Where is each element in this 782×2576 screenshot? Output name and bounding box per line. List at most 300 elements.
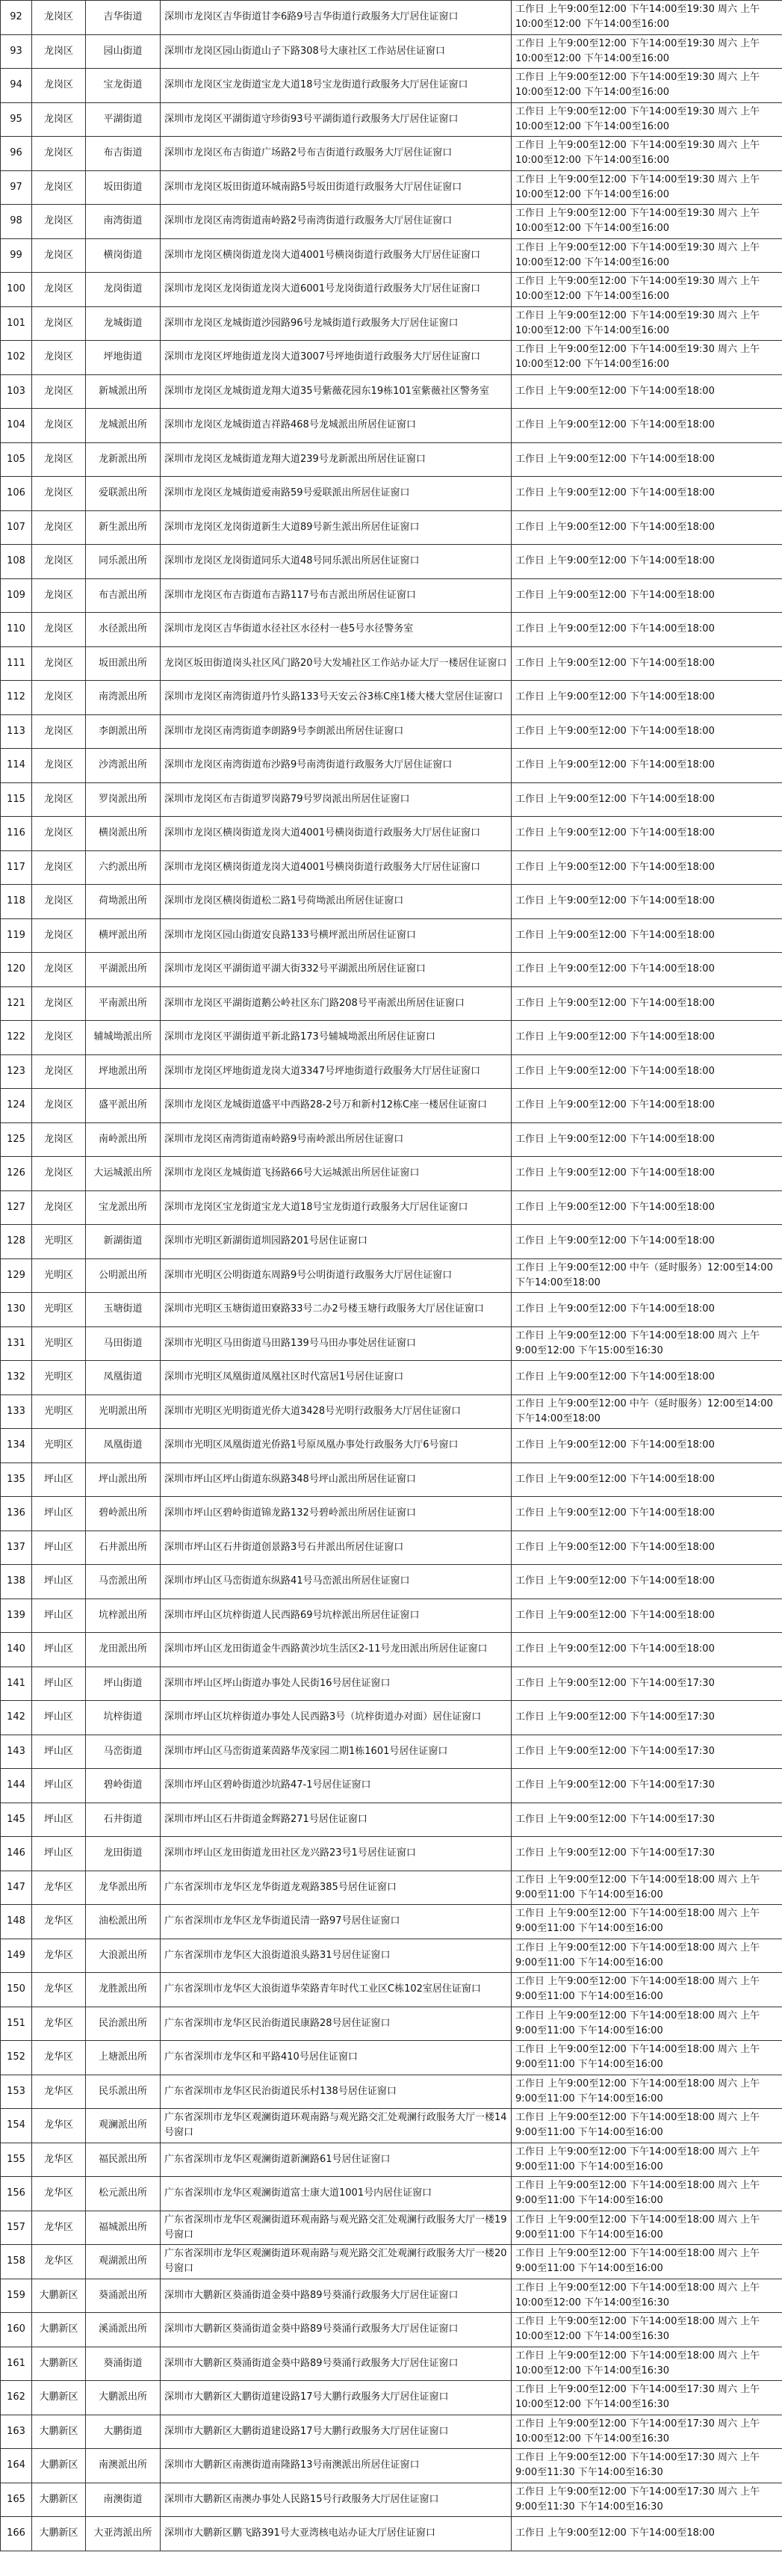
row-number: 146: [1, 1837, 32, 1871]
hours-cell: 工作日 上午9:00至12:00 下午14:00至18:00: [512, 409, 782, 443]
hours-cell: 工作日 上午9:00至12:00 下午14:00至18:00 周六 上午9:00至11:00 下午14:00至16:00: [512, 2143, 782, 2177]
table-row: [1, 2313, 782, 2347]
office-cell: 石井街道: [86, 1803, 161, 1837]
office-cell: 罗岗派出所: [86, 782, 161, 817]
district-cell: 龙华区: [32, 2245, 86, 2279]
table-row: [1, 306, 782, 341]
office-cell: 龙城街道: [86, 306, 161, 341]
district-cell: 坪山区: [32, 1667, 86, 1701]
district-cell: 龙岗区: [32, 137, 86, 171]
hours-cell: 工作日 上午9:00至12:00 下午14:00至18:00 周六 上午9:00至11:00 下午14:00至16:00: [512, 2211, 782, 2245]
address-cell: 广东省深圳市龙华区观澜街道环观南路与观光路交汇处观澜行政服务大厅一楼14号窗口: [161, 2109, 512, 2143]
address-cell: 深圳市龙岗区平湖街道鹅公岭社区东门路208号平南派出所居住证窗口: [161, 986, 512, 1021]
address-cell: 深圳市龙岗区龙城街道爱南路59号爱联派出所居住证窗口: [161, 477, 512, 511]
address-cell: 深圳市坪山区马峦街道东纵路41号马峦派出所居住证窗口: [161, 1565, 512, 1599]
office-cell: 水径派出所: [86, 613, 161, 647]
district-cell: 龙岗区: [32, 1089, 86, 1123]
district-cell: 龙华区: [32, 2075, 86, 2109]
office-cell: 龙岗街道: [86, 273, 161, 307]
office-cell: 龙胜派出所: [86, 1973, 161, 2007]
hours-cell: 工作日 上午9:00至12:00 下午14:00至18:00: [512, 545, 782, 579]
row-number: 147: [1, 1871, 32, 1905]
district-cell: 龙岗区: [32, 953, 86, 987]
row-number: 95: [1, 102, 32, 137]
row-number: 94: [1, 69, 32, 103]
address-cell: 深圳市坪山区马峦街道莱茵路华茂家园二期1栋1601号居住证窗口: [161, 1735, 512, 1769]
hours-cell: 工作日 上午9:00至12:00 下午14:00至18:00: [512, 850, 782, 885]
table-row: [1, 1871, 782, 1905]
hours-cell: 工作日 上午9:00至12:00 下午14:00至18:00: [512, 510, 782, 545]
address-cell: 广东省深圳市龙华区观澜街道新澜路61号居住证窗口: [161, 2143, 512, 2177]
row-number: 114: [1, 749, 32, 783]
table-row: [1, 341, 782, 375]
district-cell: 龙华区: [32, 2143, 86, 2177]
address-cell: 广东省深圳市龙华区大浪街道浪头路31号居住证窗口: [161, 1939, 512, 1973]
office-cell: 爱联派出所: [86, 477, 161, 511]
office-cell: 坑梓街道: [86, 1701, 161, 1735]
address-cell: 深圳市龙岗区平湖街道守珍街93号平湖街道行政服务大厅居住证窗口: [161, 102, 512, 137]
table-row: [1, 1973, 782, 2007]
hours-cell: 工作日 上午9:00至12:00 下午14:00至18:00: [512, 714, 782, 749]
address-cell: 深圳市龙岗区南湾街道丹竹头路133号天安云谷3栋C座1楼大楼大堂居住证窗口: [161, 681, 512, 715]
district-cell: 龙华区: [32, 1871, 86, 1905]
district-cell: 龙岗区: [32, 409, 86, 443]
table-row: [1, 1089, 782, 1123]
office-cell: 龙城派出所: [86, 409, 161, 443]
office-cell: 大运城派出所: [86, 1157, 161, 1191]
district-cell: 大鹏新区: [32, 2483, 86, 2517]
table-row: [1, 681, 782, 715]
address-cell: 深圳市光明区玉塘街道田寮路33号二办2号楼玉塘行政服务大厅居住证窗口: [161, 1293, 512, 1327]
office-cell: 横坪派出所: [86, 918, 161, 953]
address-cell: 深圳市龙岗区横岗街道松二路1号荷坳派出所居住证窗口: [161, 885, 512, 919]
district-cell: 大鹏新区: [32, 2279, 86, 2313]
office-cell: 民乐派出所: [86, 2075, 161, 2109]
office-cell: 横岗街道: [86, 238, 161, 273]
district-cell: 坪山区: [32, 1633, 86, 1667]
hours-cell: 工作日 上午9:00至12:00 下午14:00至17:30: [512, 1837, 782, 1871]
hours-cell: 工作日 上午9:00至12:00 下午14:00至18:00 周六 上午9:00至11:00 下午14:00至16:00: [512, 1939, 782, 1973]
district-cell: 坪山区: [32, 1735, 86, 1769]
hours-cell: 工作日 上午9:00至12:00 下午14:00至17:30 周六 上午10:00至12:00 下午14:00至16:30: [512, 2415, 782, 2449]
table-row: [1, 2143, 782, 2177]
address-cell: 深圳市坪山区石井街道金辉路271号居住证窗口: [161, 1803, 512, 1837]
hours-cell: 工作日 上午9:00至12:00 下午14:00至17:30 周六 上午9:00至11:30 下午14:00至16:30: [512, 2449, 782, 2483]
address-cell: 深圳市龙岗区平湖街道平湖大街332号平湖派出所居住证窗口: [161, 953, 512, 987]
district-cell: 龙岗区: [32, 1122, 86, 1157]
address-cell: 深圳市大鹏新区葵涌街道金葵中路89号葵涌行政服务大厅居住证窗口: [161, 2347, 512, 2381]
hours-cell: 工作日 上午9:00至12:00 下午14:00至18:00: [512, 1599, 782, 1633]
district-cell: 龙华区: [32, 2177, 86, 2211]
address-cell: 深圳市大鹏新区南澳办事处人民路15号行政服务大厅居住证窗口: [161, 2483, 512, 2517]
district-cell: 龙岗区: [32, 1054, 86, 1089]
row-number: 166: [1, 2517, 32, 2551]
table-row: [1, 2517, 782, 2551]
hours-cell: 工作日 上午9:00至12:00 下午14:00至18:00: [512, 918, 782, 953]
address-cell: 深圳市龙岗区龙城街道龙翔大道239号龙新派出所居住证窗口: [161, 442, 512, 477]
hours-cell: 工作日 上午9:00至12:00 下午14:00至18:00: [512, 817, 782, 851]
hours-cell: 工作日 上午9:00至12:00 下午14:00至18:00: [512, 1021, 782, 1055]
office-cell: 石井派出所: [86, 1531, 161, 1565]
district-cell: 龙岗区: [32, 646, 86, 681]
office-cell: 大浪派出所: [86, 1939, 161, 1973]
table-row: [1, 273, 782, 307]
office-cell: 宝龙派出所: [86, 1190, 161, 1225]
hours-cell: 工作日 上午9:00至12:00 下午14:00至18:00: [512, 1633, 782, 1667]
district-cell: 坪山区: [32, 1497, 86, 1531]
district-cell: 坪山区: [32, 1769, 86, 1803]
address-cell: 广东省深圳市龙华区和平路410号居住证窗口: [161, 2041, 512, 2075]
hours-cell: 工作日 上午9:00至12:00 下午14:00至18:00 周六 上午9:00至11:00 下午14:00至16:00: [512, 2007, 782, 2041]
address-cell: 深圳市龙岗区龙城街道飞扬路66号大运城派出所居住证窗口: [161, 1157, 512, 1191]
district-cell: 龙岗区: [32, 442, 86, 477]
row-number: 137: [1, 1531, 32, 1565]
district-cell: 坪山区: [32, 1531, 86, 1565]
district-cell: 龙岗区: [32, 782, 86, 817]
address-cell: 深圳市光明区凤凰街道光侨路1号原凤凰办事处行政服务大厅6号窗口: [161, 1429, 512, 1463]
hours-cell: 工作日 上午9:00至12:00 下午14:00至18:00 周六 上午10:00至12:00 下午14:00至16:30: [512, 2313, 782, 2347]
address-cell: 深圳市龙岗区南湾街道布沙路9号南湾街道行政服务大厅居住证窗口: [161, 749, 512, 783]
row-number: 165: [1, 2483, 32, 2517]
row-number: 98: [1, 205, 32, 239]
row-number: 143: [1, 1735, 32, 1769]
row-number: 125: [1, 1122, 32, 1157]
office-cell: 横岗派出所: [86, 817, 161, 851]
table-row: [1, 1361, 782, 1395]
office-cell: 观澜派出所: [86, 2109, 161, 2143]
row-number: 109: [1, 578, 32, 613]
table-row: [1, 817, 782, 851]
district-cell: 龙华区: [32, 2007, 86, 2041]
row-number: 138: [1, 1565, 32, 1599]
district-cell: 龙岗区: [32, 34, 86, 69]
address-cell: 深圳市坪山区石井街道创景路3号石井派出所居住证窗口: [161, 1531, 512, 1565]
district-cell: 龙岗区: [32, 374, 86, 409]
table-row: [1, 850, 782, 885]
row-number: 108: [1, 545, 32, 579]
office-cell: 宝龙街道: [86, 69, 161, 103]
row-number: 130: [1, 1293, 32, 1327]
address-cell: 深圳市龙岗区宝龙街道宝龙大道18号宝龙街道行政服务大厅居住证窗口: [161, 69, 512, 103]
table-row: [1, 1939, 782, 1973]
row-number: 150: [1, 1973, 32, 2007]
table-row: [1, 2007, 782, 2041]
address-cell: 深圳市龙岗区平湖街道平新北路173号辅城坳派出所居住证窗口: [161, 1021, 512, 1055]
row-number: 106: [1, 477, 32, 511]
hours-cell: 工作日 上午9:00至12:00 中午（延时服务）12:00至14:00 下午14:00至18:00: [512, 1394, 782, 1429]
office-cell: 马田街道: [86, 1326, 161, 1361]
row-number: 105: [1, 442, 32, 477]
office-cell: 龙新派出所: [86, 442, 161, 477]
office-cell: 福城派出所: [86, 2211, 161, 2245]
address-cell: 深圳市龙岗区宝龙街道宝龙大道18号宝龙街道行政服务大厅居住证窗口: [161, 1190, 512, 1225]
table-row: [1, 545, 782, 579]
row-number: 151: [1, 2007, 32, 2041]
address-cell: 深圳市龙岗区坪地街道龙岗大道3007号坪地街道行政服务大厅居住证窗口: [161, 341, 512, 375]
hours-cell: 工作日 上午9:00至12:00 下午14:00至19:30 周六 上午10:00至12:00 下午14:00至16:00: [512, 34, 782, 69]
district-cell: 龙岗区: [32, 578, 86, 613]
district-cell: 光明区: [32, 1258, 86, 1293]
office-cell: 玉塘街道: [86, 1293, 161, 1327]
table-row: [1, 1735, 782, 1769]
district-cell: 龙岗区: [32, 918, 86, 953]
address-cell: 深圳市光明区马田街道马田路139号马田办事处居住证窗口: [161, 1326, 512, 1361]
hours-cell: 工作日 上午9:00至12:00 下午14:00至18:00: [512, 578, 782, 613]
address-cell: 深圳市龙岗区龙岗街道同乐大道48号同乐派出所居住证窗口: [161, 545, 512, 579]
office-cell: 新湖街道: [86, 1225, 161, 1259]
hours-cell: 工作日 上午9:00至12:00 下午14:00至18:00 周六 上午9:00至11:00 下午14:00至16:00: [512, 2075, 782, 2109]
table-row: [1, 1497, 782, 1531]
table-row: [1, 986, 782, 1021]
table-row: [1, 1701, 782, 1735]
address-cell: 深圳市大鹏新区葵涌街道金葵中路89号葵涌行政服务大厅居住证窗口: [161, 2279, 512, 2313]
district-cell: 大鹏新区: [32, 2415, 86, 2449]
address-cell: 广东省深圳市龙华区民治街道民乐村138号居住证窗口: [161, 2075, 512, 2109]
district-cell: 光明区: [32, 1429, 86, 1463]
address-cell: 深圳市龙岗区龙城街道吉祥路468号龙城派出所居住证窗口: [161, 409, 512, 443]
table-row: [1, 749, 782, 783]
table-row: [1, 2109, 782, 2143]
row-number: 157: [1, 2211, 32, 2245]
district-cell: 光明区: [32, 1361, 86, 1395]
row-number: 126: [1, 1157, 32, 1191]
hours-cell: 工作日 上午9:00至12:00 下午14:00至18:00: [512, 1531, 782, 1565]
address-cell: 深圳市龙岗区吉华街道甘李6路9号吉华街道行政服务大厅居住证窗口: [161, 1, 512, 35]
address-cell: 深圳市龙岗区布吉街道布吉路117号布吉派出所居住证窗口: [161, 578, 512, 613]
row-number: 135: [1, 1462, 32, 1497]
hours-cell: 工作日 上午9:00至12:00 下午14:00至19:30 周六 上午10:00至12:00 下午14:00至16:00: [512, 238, 782, 273]
office-cell: 观湖派出所: [86, 2245, 161, 2279]
row-number: 127: [1, 1190, 32, 1225]
office-cell: 坑梓派出所: [86, 1599, 161, 1633]
address-cell: 深圳市龙岗区布吉街道广场路2号布吉街道行政服务大厅居住证窗口: [161, 137, 512, 171]
district-cell: 坪山区: [32, 1803, 86, 1837]
hours-cell: 工作日 上午9:00至12:00 下午14:00至18:00: [512, 477, 782, 511]
table-row: [1, 1429, 782, 1463]
office-cell: 南湾街道: [86, 205, 161, 239]
hours-cell: 工作日 上午9:00至12:00 下午14:00至19:30 周六 上午10:00至12:00 下午14:00至16:00: [512, 170, 782, 205]
table-row: [1, 69, 782, 103]
row-number: 119: [1, 918, 32, 953]
hours-cell: 工作日 上午9:00至12:00 下午14:00至19:30 周六 上午10:00至12:00 下午14:00至16:00: [512, 137, 782, 171]
table-row: [1, 1905, 782, 1939]
hours-cell: 工作日 上午9:00至12:00 下午14:00至18:00: [512, 1565, 782, 1599]
district-cell: 龙岗区: [32, 986, 86, 1021]
district-cell: 大鹏新区: [32, 2313, 86, 2347]
hours-cell: 工作日 上午9:00至12:00 下午14:00至18:00: [512, 1054, 782, 1089]
table-row: [1, 2177, 782, 2211]
address-cell: 深圳市龙岗区龙城街道沙园路96号龙城街道行政服务大厅居住证窗口: [161, 306, 512, 341]
row-number: 96: [1, 137, 32, 171]
row-number: 148: [1, 1905, 32, 1939]
hours-cell: 工作日 上午9:00至12:00 下午14:00至18:00 周六 上午9:00至12:00 下午15:00至16:30: [512, 1326, 782, 1361]
address-cell: 深圳市龙岗区吉华街道水径社区水径村一巷5号水径警务室: [161, 613, 512, 647]
office-cell: 凤凰街道: [86, 1361, 161, 1395]
row-number: 145: [1, 1803, 32, 1837]
table-row: [1, 1326, 782, 1361]
hours-cell: 工作日 上午9:00至12:00 下午14:00至18:00: [512, 646, 782, 681]
hours-cell: 工作日 上午9:00至12:00 下午14:00至19:30 周六 上午10:00至12:00 下午14:00至16:00: [512, 1, 782, 35]
hours-cell: 工作日 上午9:00至12:00 下午14:00至17:30: [512, 1701, 782, 1735]
office-cell: 南岭派出所: [86, 1122, 161, 1157]
district-cell: 龙岗区: [32, 885, 86, 919]
address-cell: 深圳市龙岗区龙岗街道新生大道89号新生派出所居住证窗口: [161, 510, 512, 545]
row-number: 141: [1, 1667, 32, 1701]
row-number: 107: [1, 510, 32, 545]
district-cell: 龙岗区: [32, 1190, 86, 1225]
district-cell: 龙岗区: [32, 341, 86, 375]
district-cell: 龙岗区: [32, 850, 86, 885]
row-number: 102: [1, 341, 32, 375]
hours-cell: 工作日 上午9:00至12:00 下午14:00至17:30: [512, 1667, 782, 1701]
row-number: 159: [1, 2279, 32, 2313]
office-cell: 马峦派出所: [86, 1565, 161, 1599]
office-cell: 大鹏派出所: [86, 2381, 161, 2415]
hours-cell: 工作日 上午9:00至12:00 下午14:00至17:30: [512, 1803, 782, 1837]
row-number: 97: [1, 170, 32, 205]
office-cell: 碧岭派出所: [86, 1497, 161, 1531]
address-cell: 深圳市光明区公明街道东周路9号公明街道行政服务大厅居住证窗口: [161, 1258, 512, 1293]
address-cell: 深圳市龙岗区横岗街道龙岗大道4001号横岗街道行政服务大厅居住证窗口: [161, 850, 512, 885]
address-cell: 深圳市坪山区坑梓街道人民西路69号坑梓派出所居住证窗口: [161, 1599, 512, 1633]
hours-cell: 工作日 上午9:00至12:00 下午14:00至18:00: [512, 953, 782, 987]
office-cell: 平湖街道: [86, 102, 161, 137]
office-cell: 民治派出所: [86, 2007, 161, 2041]
row-number: 133: [1, 1394, 32, 1429]
row-number: 144: [1, 1769, 32, 1803]
row-number: 128: [1, 1225, 32, 1259]
row-number: 115: [1, 782, 32, 817]
address-cell: 深圳市大鹏新区大鹏街道建设路17号大鹏行政服务大厅居住证窗口: [161, 2381, 512, 2415]
hours-cell: 工作日 上午9:00至12:00 下午14:00至17:30 周六 上午10:00至12:00 下午14:00至16:30: [512, 2381, 782, 2415]
office-cell: 坪地派出所: [86, 1054, 161, 1089]
address-cell: 深圳市坪山区龙田街道龙田社区龙兴路23号1号居住证窗口: [161, 1837, 512, 1871]
hours-cell: 工作日 上午9:00至12:00 下午14:00至18:00: [512, 1361, 782, 1395]
address-cell: 广东省深圳市龙华区观澜街道富士康大道1001号内居住证窗口: [161, 2177, 512, 2211]
table-row: [1, 613, 782, 647]
office-cell: 布吉派出所: [86, 578, 161, 613]
row-number: 153: [1, 2075, 32, 2109]
office-cell: 凤凰街道: [86, 1429, 161, 1463]
office-cell: 坪地街道: [86, 341, 161, 375]
office-cell: 南湾派出所: [86, 681, 161, 715]
row-number: 118: [1, 885, 32, 919]
office-cell: 龙田街道: [86, 1837, 161, 1871]
table-row: [1, 1122, 782, 1157]
hours-cell: 工作日 上午9:00至12:00 下午14:00至18:00: [512, 374, 782, 409]
hours-cell: 工作日 上午9:00至12:00 下午14:00至18:00: [512, 1089, 782, 1123]
district-cell: 龙岗区: [32, 306, 86, 341]
office-cell: 溪涌派出所: [86, 2313, 161, 2347]
row-number: 149: [1, 1939, 32, 1973]
district-cell: 龙华区: [32, 1973, 86, 2007]
row-number: 162: [1, 2381, 32, 2415]
office-cell: 上塘派出所: [86, 2041, 161, 2075]
district-cell: 光明区: [32, 1326, 86, 1361]
office-cell: 马峦街道: [86, 1735, 161, 1769]
hours-cell: 工作日 上午9:00至12:00 下午14:00至19:30 周六 上午10:00至12:00 下午14:00至16:00: [512, 341, 782, 375]
address-cell: 深圳市光明区新湖街道圳园路201号居住证窗口: [161, 1225, 512, 1259]
row-number: 120: [1, 953, 32, 987]
district-cell: 龙岗区: [32, 477, 86, 511]
address-cell: 深圳市光明区光明街道光侨大道3428号光明行政服务大厅居住证窗口: [161, 1394, 512, 1429]
address-cell: 广东省深圳市龙华区观澜街道环观南路与观光路交汇处观澜行政服务大厅一楼20号窗口: [161, 2245, 512, 2279]
table-row: [1, 2381, 782, 2415]
office-cell: 新生派出所: [86, 510, 161, 545]
row-number: 161: [1, 2347, 32, 2381]
address-cell: 深圳市坪山区碧岭街道沙坑路47-1号居住证窗口: [161, 1769, 512, 1803]
address-cell: 深圳市坪山区坪山街道办事处人民街16号居住证窗口: [161, 1667, 512, 1701]
hours-cell: 工作日 上午9:00至12:00 下午14:00至18:00: [512, 1462, 782, 1497]
hours-cell: 工作日 上午9:00至12:00 下午14:00至18:00: [512, 442, 782, 477]
hours-cell: 工作日 上午9:00至12:00 下午14:00至18:00 周六 上午10:00至12:00 下午14:00至16:30: [512, 2279, 782, 2313]
row-number: 103: [1, 374, 32, 409]
table-row: [1, 1190, 782, 1225]
hours-cell: 工作日 上午9:00至12:00 下午14:00至17:30 周六 上午9:00至11:30 下午14:00至16:30: [512, 2483, 782, 2517]
address-cell: 深圳市大鹏新区葵涌街道金葵中路89号葵涌行政服务大厅居住证窗口: [161, 2313, 512, 2347]
hours-cell: 工作日 上午9:00至12:00 下午14:00至19:30 周六 上午10:00至12:00 下午14:00至16:00: [512, 306, 782, 341]
district-cell: 龙岗区: [32, 273, 86, 307]
hours-cell: 工作日 上午9:00至12:00 下午14:00至19:30 周六 上午10:00至12:00 下午14:00至16:00: [512, 273, 782, 307]
row-number: 164: [1, 2449, 32, 2483]
table-row: [1, 409, 782, 443]
address-cell: 深圳市龙岗区南湾街道南岭路2号南湾街道行政服务大厅居住证窗口: [161, 205, 512, 239]
table-row: [1, 2245, 782, 2279]
row-number: 139: [1, 1599, 32, 1633]
office-cell: 坪山派出所: [86, 1462, 161, 1497]
district-cell: 龙岗区: [32, 1, 86, 35]
address-cell: 深圳市坪山区坑梓街道办事处人民西路3号（坑梓街道办对面）居住证窗口: [161, 1701, 512, 1735]
office-cell: 李朗派出所: [86, 714, 161, 749]
row-number: 113: [1, 714, 32, 749]
address-cell: 广东省深圳市龙华区大浪街道华荣路青年时代工业区C栋102室居住证窗口: [161, 1973, 512, 2007]
table-row: [1, 1, 782, 35]
table-row: [1, 1565, 782, 1599]
row-number: 121: [1, 986, 32, 1021]
hours-cell: 工作日 上午9:00至12:00 中午（延时服务）12:00至14:00 下午14:00至18:00: [512, 1258, 782, 1293]
table-row: [1, 170, 782, 205]
row-number: 123: [1, 1054, 32, 1089]
address-cell: 广东省深圳市龙华区龙华街道龙观路385号居住证窗口: [161, 1871, 512, 1905]
address-cell: 深圳市龙岗区园山街道山子下路308号大康社区工作站居住证窗口: [161, 34, 512, 69]
row-number: 140: [1, 1633, 32, 1667]
district-cell: 坪山区: [32, 1462, 86, 1497]
address-cell: 深圳市龙岗区园山街道安良路133号横坪派出所居住证窗口: [161, 918, 512, 953]
office-cell: 坪山街道: [86, 1667, 161, 1701]
row-number: 117: [1, 850, 32, 885]
office-cell: 吉华街道: [86, 1, 161, 35]
row-number: 142: [1, 1701, 32, 1735]
office-cell: 龙田派出所: [86, 1633, 161, 1667]
office-cell: 油松派出所: [86, 1905, 161, 1939]
table-body: [1, 1, 782, 2551]
district-cell: 龙华区: [32, 1939, 86, 1973]
address-cell: 深圳市光明区凤凰街道凤凰社区时代富居1号居住证窗口: [161, 1361, 512, 1395]
address-cell: 深圳市龙岗区坪地街道龙岗大道3347号坪地街道行政服务大厅居住证窗口: [161, 1054, 512, 1089]
address-cell: 深圳市坪山区坪山街道东纵路348号坪山派出所居住证窗口: [161, 1462, 512, 1497]
row-number: 99: [1, 238, 32, 273]
district-cell: 坪山区: [32, 1599, 86, 1633]
row-number: 129: [1, 1258, 32, 1293]
row-number: 132: [1, 1361, 32, 1395]
district-cell: 坪山区: [32, 1837, 86, 1871]
office-cell: 平湖派出所: [86, 953, 161, 987]
table-row: [1, 477, 782, 511]
table-row: [1, 1531, 782, 1565]
office-cell: 辅城坳派出所: [86, 1021, 161, 1055]
row-number: 116: [1, 817, 32, 851]
table-row: [1, 1837, 782, 1871]
